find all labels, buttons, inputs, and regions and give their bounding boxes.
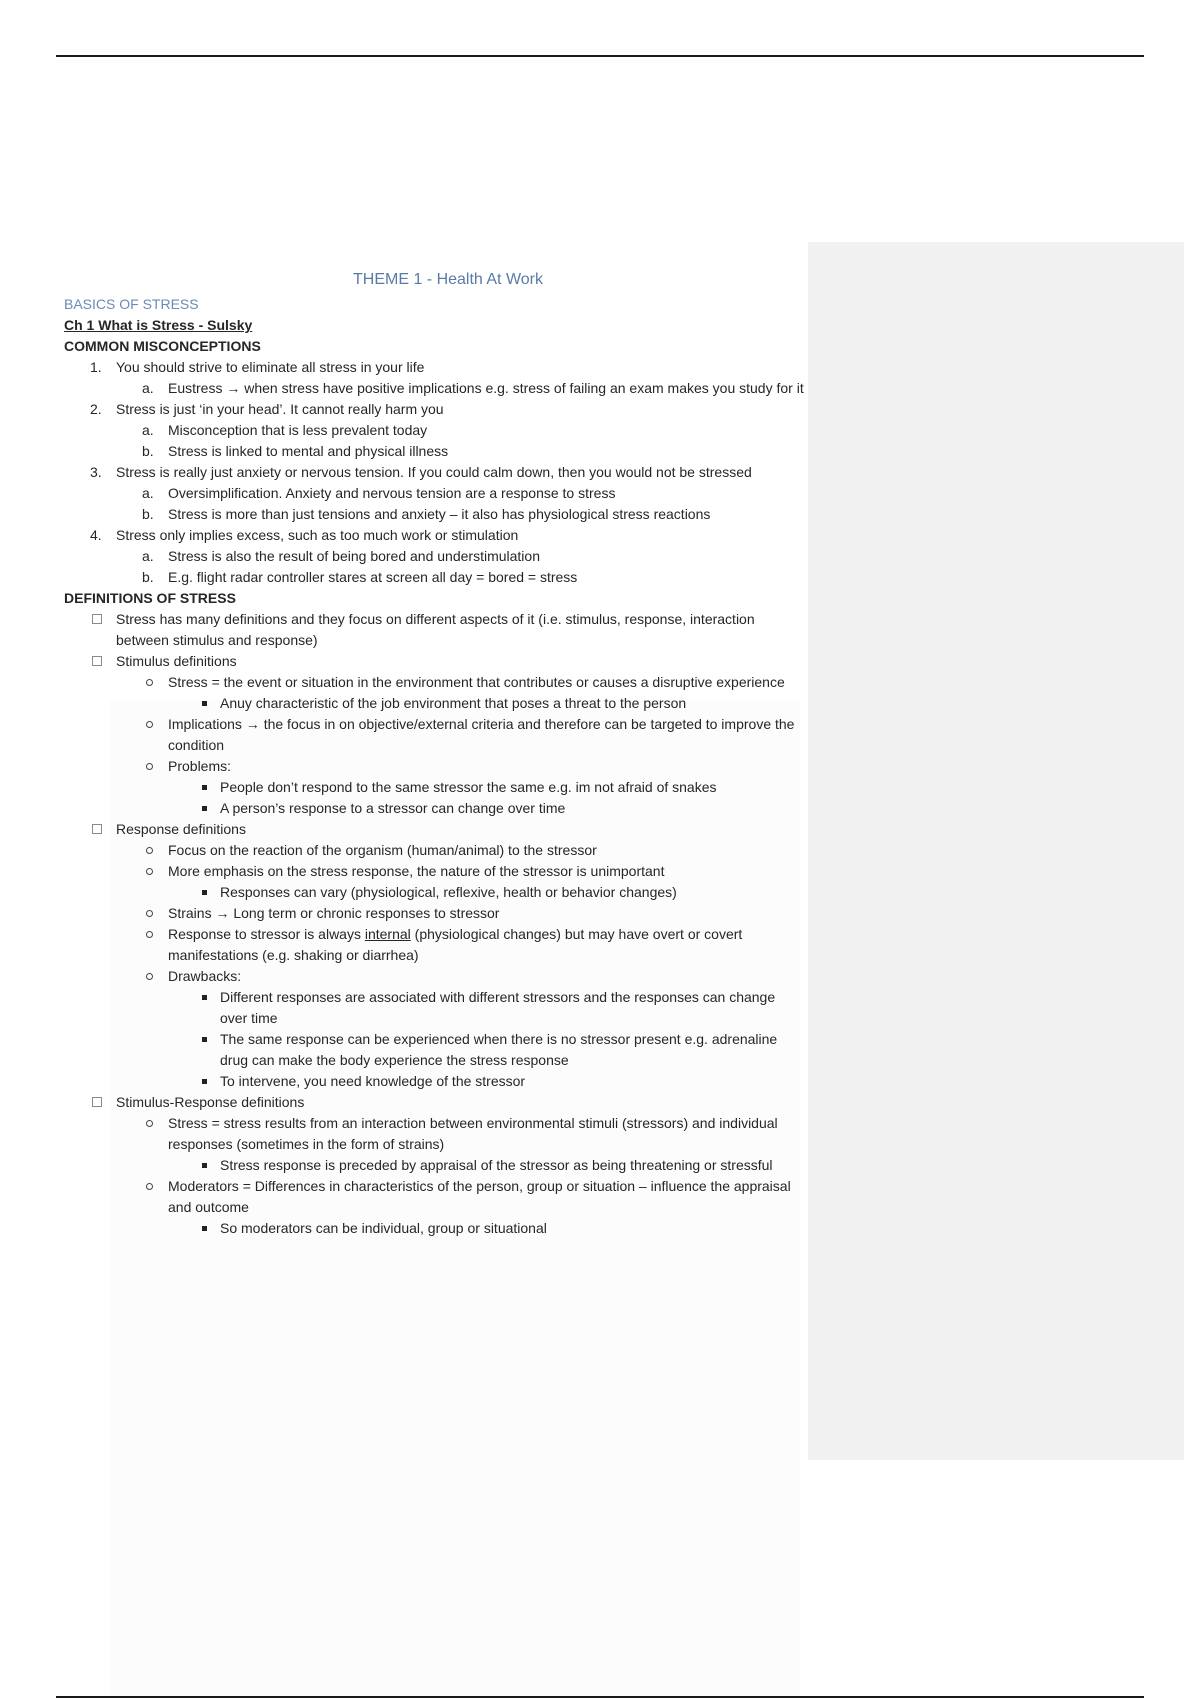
list-item-text: Focus on the reaction of the organism (human/animal) to the stressor — [168, 842, 597, 858]
list-item — [64, 714, 804, 756]
page-bottom-rule — [56, 1696, 1144, 1698]
list-item — [64, 777, 804, 798]
list-number: 3. — [90, 464, 102, 480]
list-item-text: Stress has many definitions and they focus on different aspects of it (i.e. stimulus, response, interaction between stimulus and response) — [116, 611, 755, 648]
misconceptions-heading: COMMON MISCONCEPTIONS — [64, 338, 261, 354]
list-letter: a. — [142, 380, 154, 396]
list-item — [64, 693, 804, 714]
list-item — [64, 357, 804, 378]
list-item — [64, 798, 804, 819]
list-letter: b. — [142, 569, 154, 585]
list-item-text: The same response can be experienced when there is no stressor present e.g. adrenaline drug can make the body experience the stress response — [220, 1031, 778, 1068]
list-item — [64, 840, 804, 861]
list-item — [64, 882, 804, 903]
list-letter: b. — [142, 443, 154, 459]
list-item-text: Stress is linked to mental and physical illness — [168, 443, 449, 459]
list-item — [64, 399, 804, 420]
list-item-text: Response definitions — [116, 821, 246, 837]
list-item — [64, 903, 804, 924]
list-item — [64, 504, 804, 525]
square-dot-bullet-icon — [196, 1029, 220, 1050]
list-item — [64, 567, 804, 588]
list-item-text: Stress = the event or situation in the environment that contributes or causes a disruptive experience — [168, 674, 785, 690]
list-item — [64, 609, 804, 651]
square-dot-bullet-icon — [196, 1155, 220, 1176]
list-item — [64, 672, 804, 693]
list-item-text: Strains → Long term or chronic responses to stressor — [168, 905, 500, 921]
list-item-text: Moderators = Differences in characteristics of the person, group or situation – influence the appraisal and outcome — [168, 1178, 791, 1215]
text-before-underline: Response to stressor is always — [168, 926, 365, 942]
page-top-rule — [56, 55, 1144, 57]
circle-bullet-icon — [142, 756, 166, 777]
circle-bullet-icon — [142, 966, 166, 987]
comment-margin-pane — [808, 242, 1184, 1460]
list-item — [64, 651, 804, 672]
list-item-text: Eustress → when stress have positive implications e.g. stress of failing an exam makes you study for it — [168, 380, 804, 396]
list-item-text: Problems: — [168, 758, 232, 774]
list-item-text: Stress is really just anxiety or nervous tension. If you could calm down, then you would not be stressed — [116, 464, 752, 480]
text-after-underline: (physiological changes) but may have overt or covert manifestations (e.g. shaking or diarrhea) — [168, 926, 743, 963]
circle-bullet-icon — [142, 714, 166, 735]
list-item — [64, 378, 804, 399]
list-item — [64, 756, 804, 777]
list-item-text: Stress response is preceded by appraisal of the stressor as being threatening or stressful — [220, 1157, 773, 1173]
list-item-text: Stress is also the result of being bored and understimulation — [168, 548, 540, 564]
chapter-heading: Ch 1 What is Stress - Sulsky — [64, 317, 253, 333]
list-item — [64, 441, 804, 462]
list-item — [64, 1092, 804, 1113]
circle-bullet-icon — [142, 924, 166, 945]
circle-bullet-icon — [142, 1176, 166, 1197]
list-item-text: Oversimplification. Anxiety and nervous tension are a response to stress — [168, 485, 616, 501]
square-bullet-icon — [90, 819, 114, 840]
square-dot-bullet-icon — [196, 1218, 220, 1239]
list-item-text: Anuy characteristic of the job environment that poses a threat to the person — [220, 695, 687, 711]
list-item-text: Stress = stress results from an interaction between environmental stimuli (stressors) and individual responses (sometimes in the form of strains) — [168, 1115, 778, 1152]
list-item-text: Misconception that is less prevalent today — [168, 422, 428, 438]
square-bullet-icon — [90, 651, 114, 672]
list-item-text: A person’s response to a stressor can change over time — [220, 800, 566, 816]
list-item — [64, 1176, 804, 1218]
list-item-text: So moderators can be individual, group or situational — [220, 1220, 547, 1236]
list-item — [64, 1113, 804, 1155]
list-number: 4. — [90, 527, 102, 543]
list-item-text: To intervene, you need knowledge of the stressor — [220, 1073, 526, 1089]
list-item-text: Stimulus definitions — [116, 653, 237, 669]
circle-bullet-icon — [142, 840, 166, 861]
circle-bullet-icon — [142, 1113, 166, 1134]
list-item — [64, 1071, 804, 1092]
list-item-text: Implications → the focus in on objective/external criteria and therefore can be targeted to improve the condition — [168, 716, 795, 753]
underlined-word: internal — [364, 926, 411, 942]
list-item-text: Stress is just ‘in your head’. It cannot really harm you — [116, 401, 444, 417]
document-body — [64, 268, 804, 1239]
list-item — [64, 819, 804, 840]
square-bullet-icon — [90, 1092, 114, 1113]
list-item-text: Responses can vary (physiological, reflexive, health or behavior changes) — [220, 884, 677, 900]
list-item — [64, 420, 804, 441]
square-dot-bullet-icon — [196, 798, 220, 819]
list-letter: a. — [142, 485, 154, 501]
list-item — [64, 483, 804, 504]
square-dot-bullet-icon — [196, 882, 220, 903]
document-title: THEME 1 - Health At Work — [353, 271, 543, 288]
list-item-text: Stimulus-Response definitions — [116, 1094, 305, 1110]
list-item — [64, 924, 804, 966]
list-letter: b. — [142, 506, 154, 522]
list-item-text: Drawbacks: — [168, 968, 242, 984]
list-item — [64, 966, 804, 987]
list-item-text: Stress is more than just tensions and anxiety – it also has physiological stress reactions — [168, 506, 711, 522]
section-label: BASICS OF STRESS — [64, 296, 199, 312]
list-item — [64, 462, 804, 483]
square-dot-bullet-icon — [196, 987, 220, 1008]
definitions-heading: DEFINITIONS OF STRESS — [64, 590, 236, 606]
circle-bullet-icon — [142, 861, 166, 882]
list-letter: a. — [142, 422, 154, 438]
list-item-text: Stress only implies excess, such as too much work or stimulation — [116, 527, 519, 543]
list-item — [64, 1029, 804, 1071]
circle-bullet-icon — [142, 903, 166, 924]
list-item — [64, 1155, 804, 1176]
list-item-text: E.g. flight radar controller stares at screen all day = bored = stress — [168, 569, 578, 585]
square-dot-bullet-icon — [196, 1071, 220, 1092]
square-bullet-icon — [90, 609, 114, 630]
list-number: 2. — [90, 401, 102, 417]
list-item — [64, 861, 804, 882]
list-item — [64, 525, 804, 546]
list-item-text — [168, 926, 742, 963]
square-dot-bullet-icon — [196, 777, 220, 798]
list-item-text: Different responses are associated with different stressors and the responses can change over time — [220, 989, 776, 1026]
list-number: 1. — [90, 359, 102, 375]
list-item — [64, 987, 804, 1029]
circle-bullet-icon — [142, 672, 166, 693]
list-item-text: People don’t respond to the same stressor the same e.g. im not afraid of snakes — [220, 779, 717, 795]
list-item — [64, 1218, 804, 1239]
list-item-text: More emphasis on the stress response, the nature of the stressor is unimportant — [168, 863, 665, 879]
list-item — [64, 546, 804, 567]
list-item-text: You should strive to eliminate all stress in your life — [116, 359, 425, 375]
list-letter: a. — [142, 548, 154, 564]
square-dot-bullet-icon — [196, 693, 220, 714]
